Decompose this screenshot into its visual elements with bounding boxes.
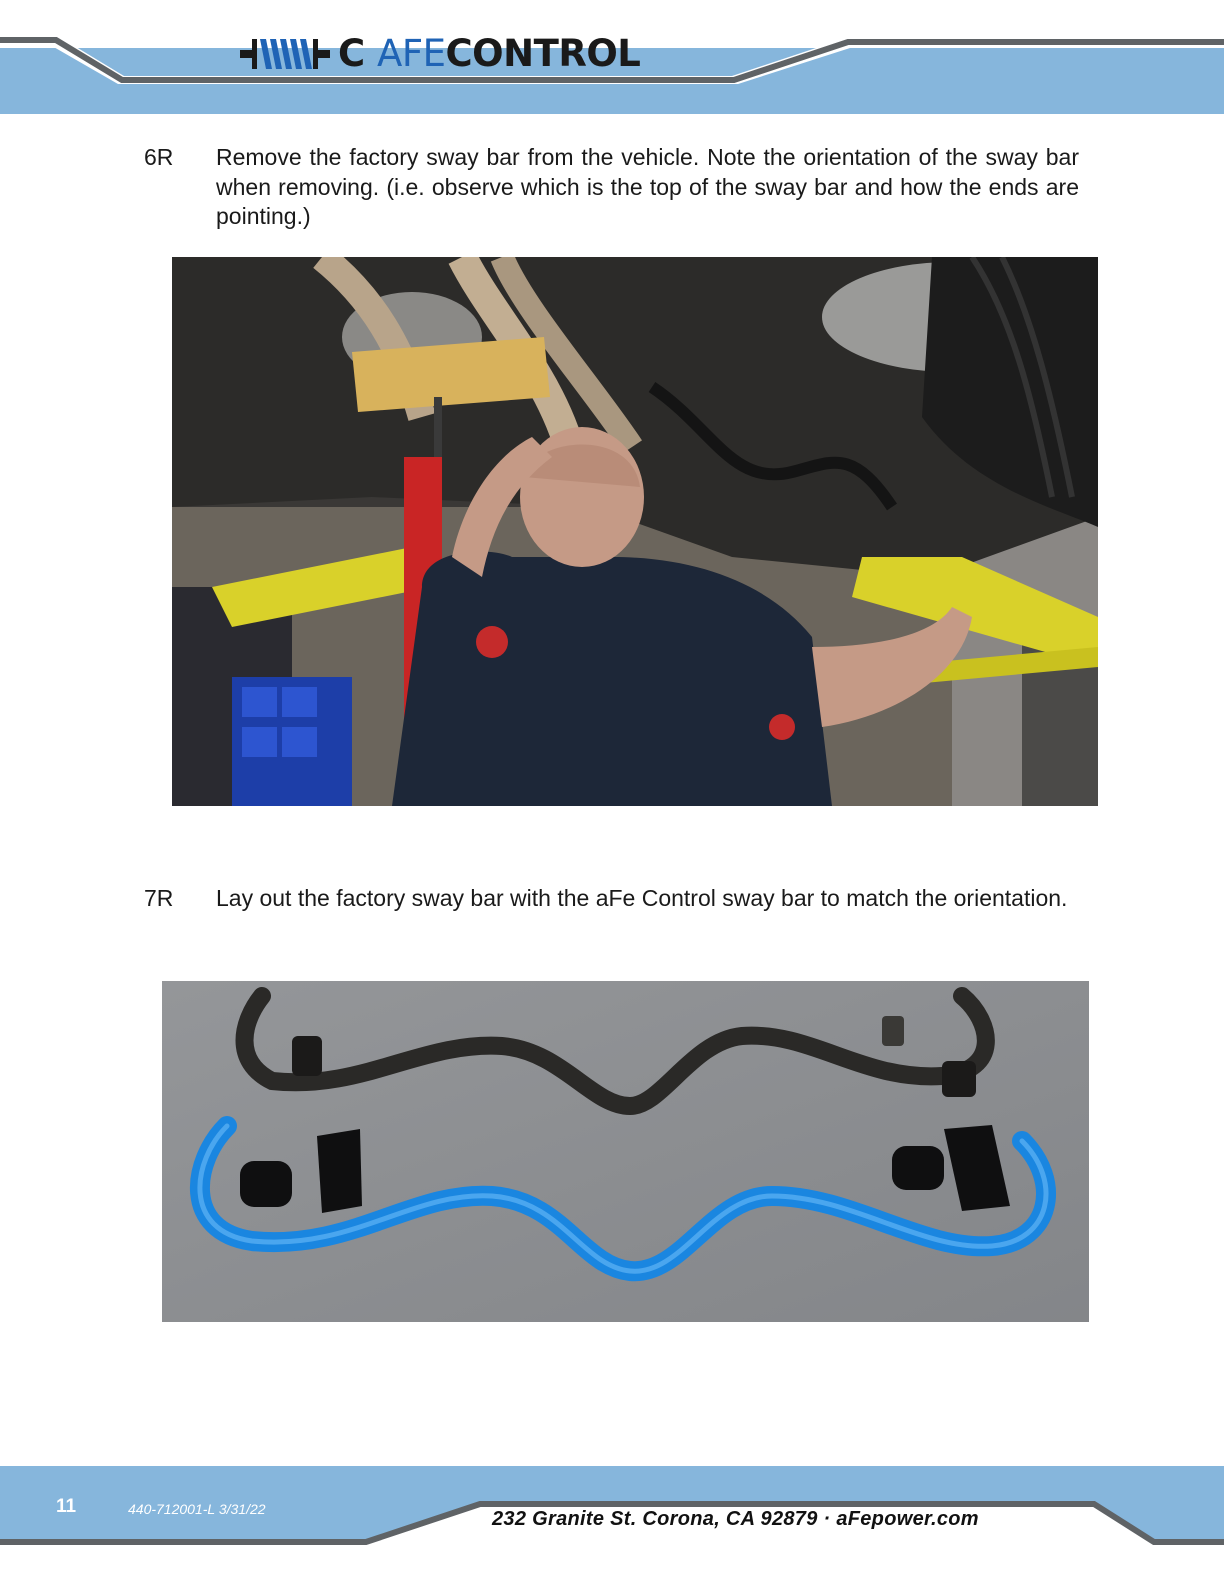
- step-number: 7R: [144, 885, 174, 911]
- step-instruction: Remove the factory sway bar from the vehicle. Note the orientation of the sway bar when removing. (i.e. observe which is the top of the sway bar and how the ends are pointing.): [216, 144, 1079, 229]
- afe-control-logo-mark-icon: [240, 35, 330, 73]
- company-address: 232 Granite St. Corona, CA 92879 · aFepower.com: [492, 1508, 979, 1530]
- afe-control-logo: [240, 32, 640, 76]
- logo-wordmark: C AFECONTROL: [338, 32, 641, 75]
- document-id: 440-712001-L 3/31/22: [128, 1501, 266, 1517]
- step-6r: [144, 143, 1079, 232]
- step-instruction: Lay out the factory sway bar with the aFe Control sway bar to match the orientation.: [216, 885, 1068, 911]
- step-7r-photo: [162, 981, 1089, 1322]
- step-7r: [144, 884, 1079, 914]
- step-number: 6R: [144, 144, 174, 170]
- page-header: [0, 0, 1224, 118]
- page-number: 11: [56, 1496, 77, 1517]
- step-6r-photo: [172, 257, 1098, 806]
